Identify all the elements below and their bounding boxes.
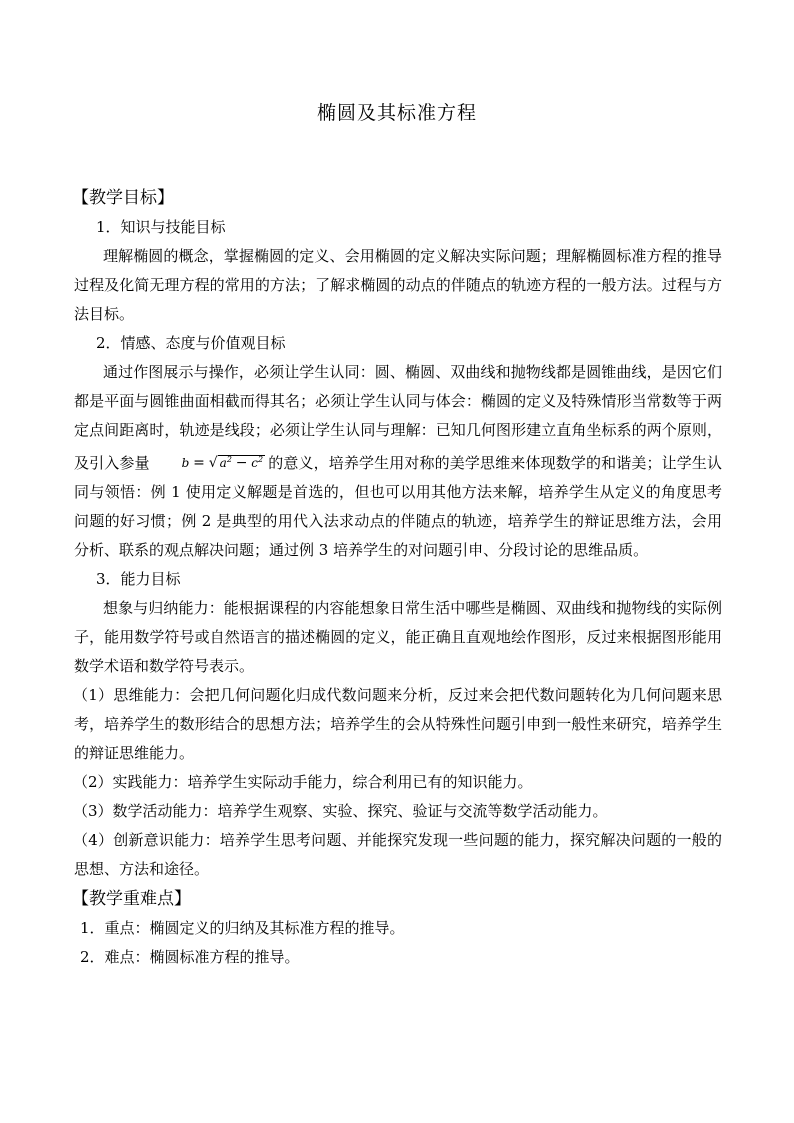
ability-item-math-activity: （3）数学活动能力：培养学生观察、实验、探究、验证与交流等数学活动能力。 <box>73 802 608 820</box>
formula-b-sqrt <box>153 445 265 478</box>
subheading-attitude-values: 2．情感、态度与价值观目标 <box>96 334 286 352</box>
formula-a-exponent: 2 <box>226 455 232 464</box>
formula-radicand <box>218 455 265 470</box>
paragraph-attitude-values <box>74 358 722 565</box>
section-heading-teaching-goals: 【教学目标】 <box>72 188 174 208</box>
key-point-item: 1．重点：椭圆定义的归纳及其标准方程的推导。 <box>80 919 405 937</box>
paragraph-attitude-values-part-b: 的意义，培养学生用对称的美学思维来体现数学的和谐美；让学生认同与领悟：例 1 使用定义解题是首选的，但也可以用其他方法来解，培养学生从定义的角度思考问题的好习惯；例 2 是典型的用代入法求动点的伴随点的轨迹，培养学生的辩证思维方法，会用分析、联系的观点解决问题；通过例 3 培养学生的对问题引申、分段讨论的思维品质。 <box>74 454 722 559</box>
ability-item-innovation: （4）创新意识能力：培养学生思考问题、并能探究发现一些问题的能力，探究解决问题的一般的思想、方法和途径。 <box>73 831 722 878</box>
difficult-point-item: 2．难点：椭圆标准方程的推导。 <box>80 948 300 966</box>
formula-a: a <box>219 456 227 470</box>
formula-minus: − <box>235 455 248 471</box>
formula-lhs: b <box>181 456 190 470</box>
formula-equals: = <box>193 455 205 471</box>
formula-c-exponent: 2 <box>258 455 264 464</box>
document-body <box>74 183 722 972</box>
paragraph-knowledge-skills: 理解椭圆的概念，掌握椭圆的定义、会用椭圆的定义解决实际问题；理解椭圆标准方程的推导过程及化简无理方程的常用的方法；了解求椭圆的动点的伴随点的轨迹方程的一般方法。过程与方法目标。 <box>74 247 722 323</box>
section-heading-key-difficult-points: 【教学重难点】 <box>72 889 191 909</box>
document-title: 椭圆及其标准方程 <box>316 102 477 124</box>
paragraph-attitude-values-part-a: 通过作图展示与操作，必须让学生认同：圆、椭圆、双曲线和抛物线都是圆锥曲线，是因它们都是平面与圆锥曲面相截而得其名；必须让学生认同与体会：椭圆的定义及特殊情形当常数等于两定点间距离时，轨迹是线段；必须让学生认同与理解：已知几何图形建立直角坐标系的两个原则，及引入参量 <box>74 363 722 472</box>
subheading-ability-goals: 3．能力目标 <box>96 570 181 588</box>
paragraph-ability-goals: 想象与归纳能力：能根据课程的内容能想象日常生活中哪些是椭圆、双曲线和抛物线的实际例子，能用数学符号或自然语言的描述椭圆的定义，能正确且直观地绘作图形，反过来根据图形能用数学术语和数学符号表示。 <box>74 599 722 675</box>
ability-item-practice: （2）实践能力：培养学生实际动手能力，综合利用已有的知识能力。 <box>73 773 533 791</box>
ability-item-thinking: （1）思维能力：会把几何问题化归成代数问题来分析，反过来会把代数问题转化为几何问题来思考，培养学生的数形结合的思想方法；培养学生的会从特殊性问题引申到一般性来研究，培养学生的辩证思维能力。 <box>73 686 722 762</box>
subheading-knowledge-skills: 1．知识与技能目标 <box>96 218 226 236</box>
formula-c: c <box>251 456 259 470</box>
sqrt-sign-icon: √ <box>208 455 218 471</box>
